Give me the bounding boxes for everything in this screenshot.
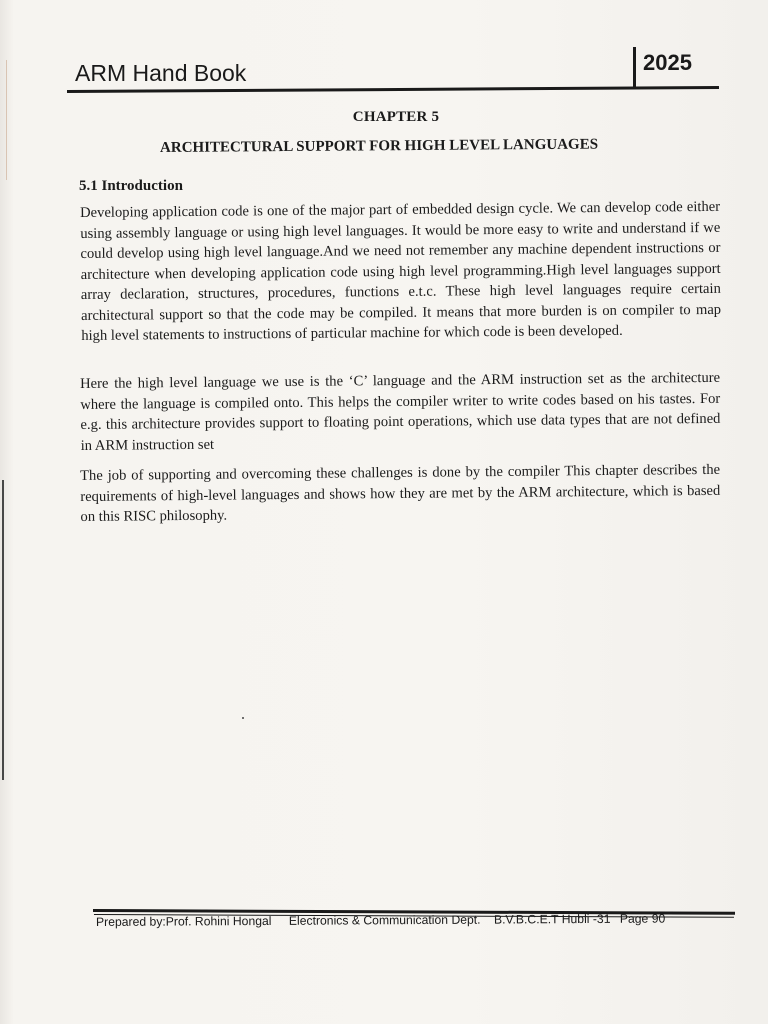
header-rule — [67, 86, 719, 93]
footer-author: Prepared by:Prof. Rohini Hongal — [95, 913, 272, 929]
footer-page-number: Page 90 — [619, 911, 666, 926]
header-year: 2025 — [643, 50, 692, 75]
paragraph: Developing application code is one of the major part of embedded design cycle. We can develop code either using assembly language or using high level languages. It would be more easy to write and understand if we could develop using high level language.And we need not remember any machine dependent instructions or architecture when developing application code using high level programming.High level languages support array declaration, structures, procedures, functions e.t.c. These high level languages require certain architectural support so that the code may be compiled. It means that more burden is on compiler to map high level statements to instructions of particular machine for which code is been developed. — [80, 198, 722, 344]
paragraph: The job of supporting and overcoming these challenges is done by the compiler This chapter describes the requirements of high-level languages and shows how they are met by the ARM architecture, which is based on this RISC philosophy. — [80, 461, 721, 525]
page-footer — [96, 911, 716, 929]
header-divider — [633, 47, 636, 89]
chapter-title: ARCHITECTURAL SUPPORT FOR HIGH LEVEL LANGUAGES — [159, 136, 599, 156]
page-edge-shadow — [2, 480, 4, 780]
chapter-number: CHAPTER 5 — [352, 109, 440, 125]
section-heading: 5.1 Introduction — [79, 178, 183, 194]
footer-department: Electronics & Communication Dept. — [288, 912, 481, 928]
footer-institution: B.V.B.C.E.T Hubli -31 — [493, 911, 611, 927]
paragraph: Here the high level language we use is the ‘C’ language and the ARM instruction set as the architecture where the language is compiled onto. This helps the compiler writer to write codes based on his tastes. For e.g. this architecture provides support to floating point operations, which use data types that are not defined in ARM instruction set — [80, 369, 721, 454]
stray-mark — [242, 717, 244, 719]
book-title: ARM Hand Book — [75, 60, 247, 86]
